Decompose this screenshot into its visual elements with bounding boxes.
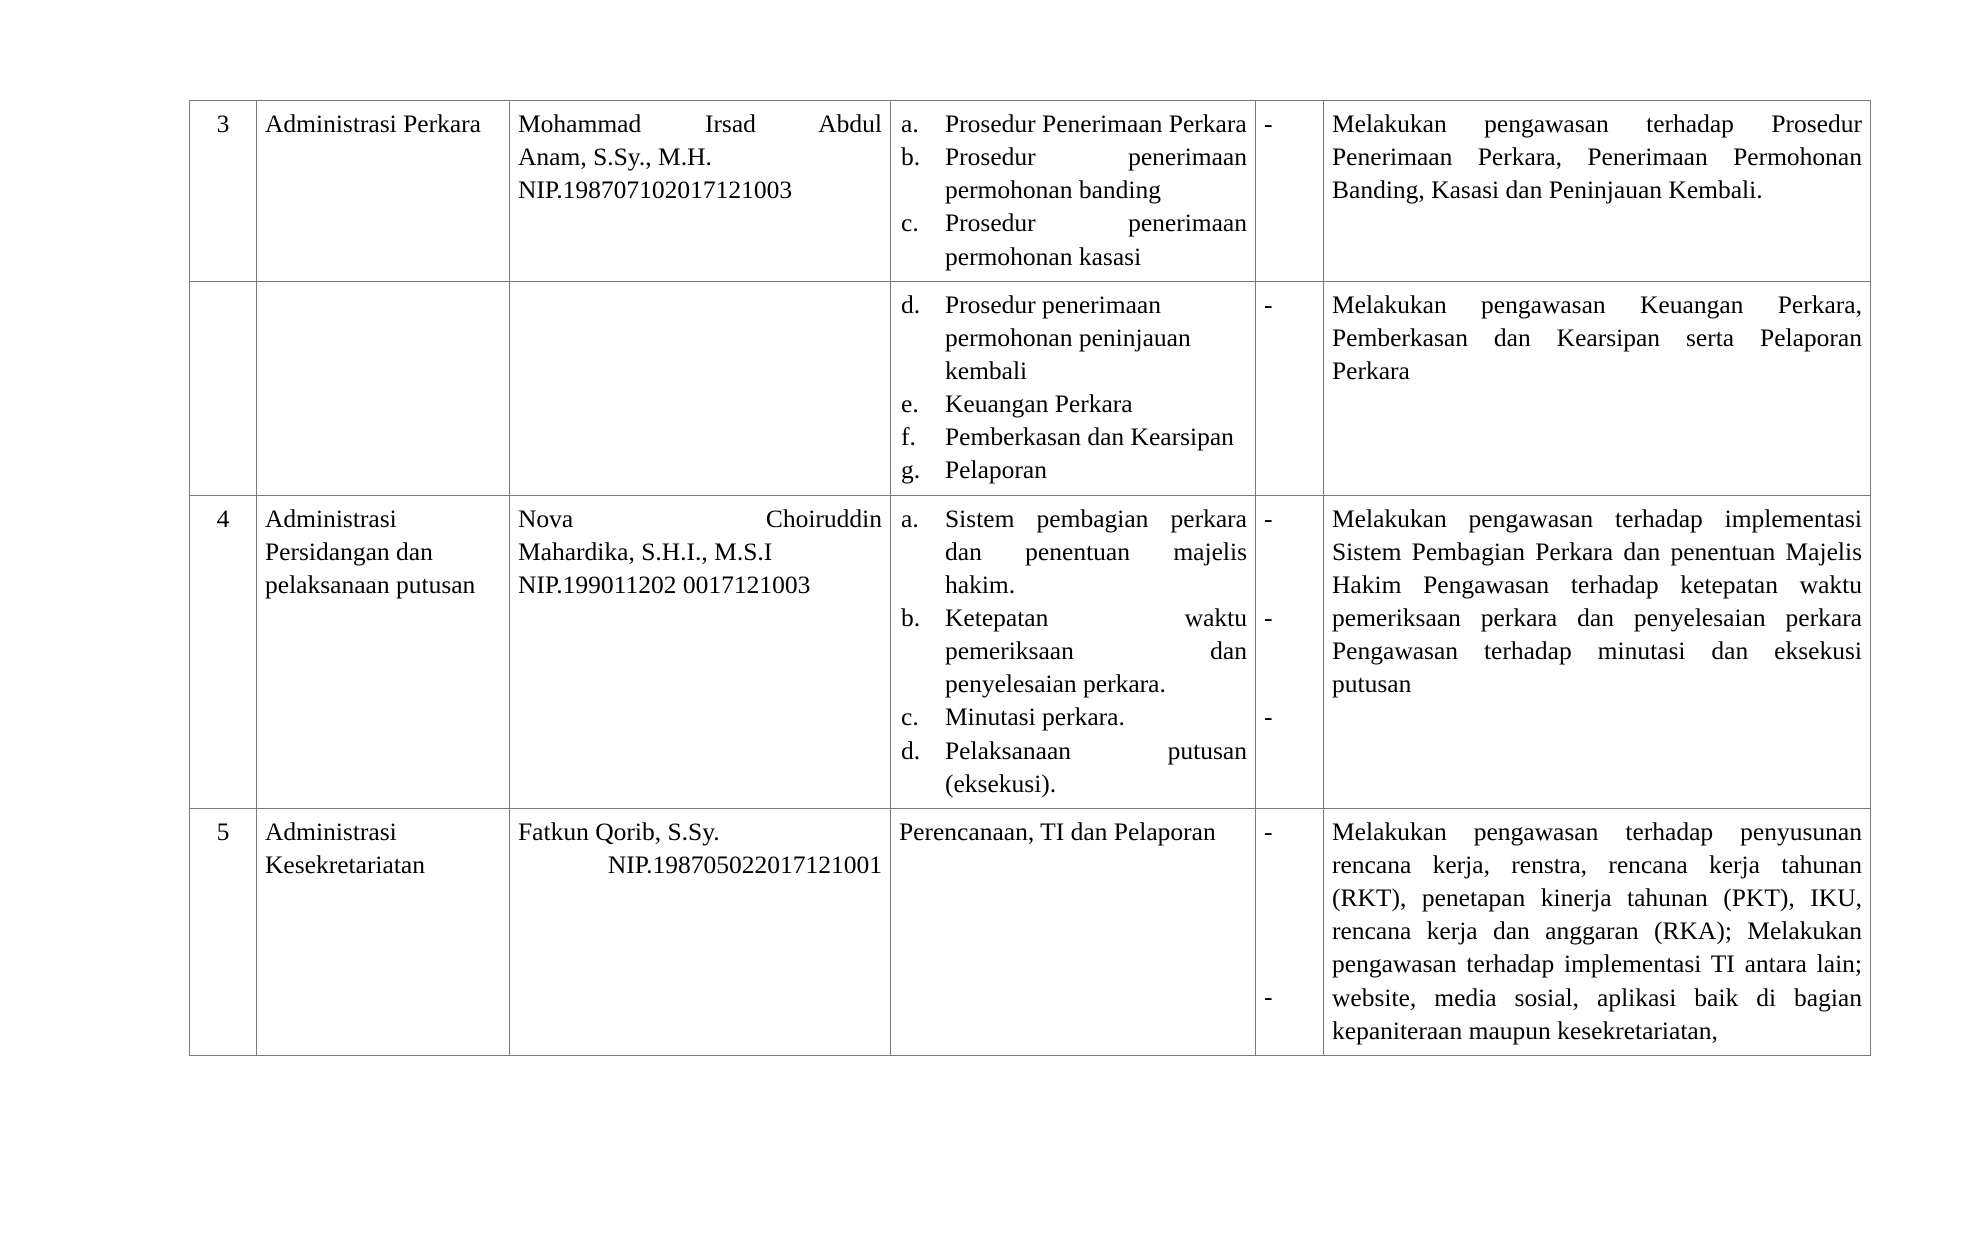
tugas-item: Pengawasan terhadap minutasi dan eksekusi putusan (1332, 636, 1862, 699)
cell-dash-markers (1256, 495, 1324, 808)
list-item (899, 700, 1247, 733)
cell-no (190, 281, 257, 495)
dash-spacer (1264, 848, 1315, 881)
bidang-line: Administrasi (265, 816, 397, 846)
list-marker: d. (901, 289, 921, 319)
tugas-line: Permohonan Banding, Kasasi dan (1332, 142, 1862, 205)
cell-tugas (1324, 101, 1871, 282)
list-text: Sistem pembagian perkara dan penentuan majelis hakim. (945, 503, 1247, 599)
cell-tugas (1324, 281, 1871, 495)
cell-nama (510, 495, 891, 808)
nip-line: NIP.198705022017121001 (607, 849, 882, 879)
dash-spacer (1264, 947, 1315, 980)
nama-line: Mahardika, S.H.I., M.S.I (518, 536, 773, 566)
tugas-line: Pelaporan Perkara (1332, 322, 1862, 385)
uraian-list (899, 502, 1247, 800)
list-marker: a. (901, 109, 919, 138)
uraian-list (899, 107, 1247, 273)
dash-marker: - (1264, 602, 1273, 632)
list-item (899, 420, 1247, 453)
cell-dash-marker: - (1256, 101, 1324, 282)
dash-spacer (1264, 667, 1315, 700)
tugas-item: Pengawasan terhadap ketepatan waktu pemeriksaan perkara dan penyelesaian perkara (1332, 569, 1862, 632)
dash-spacer (1264, 568, 1315, 601)
cell-bidang (257, 101, 510, 282)
list-marker: e. (901, 389, 919, 419)
cell-bidang (257, 808, 510, 1055)
dash-spacer (1264, 914, 1315, 947)
list-text: Minutasi perkara. (945, 702, 1125, 732)
nama-line: Anam, S.Sy., M.H. (518, 142, 712, 172)
list-marker: a. (901, 503, 919, 533)
cell-nama (510, 101, 891, 282)
list-marker: f. (901, 422, 916, 452)
dash-spacer (1264, 634, 1315, 667)
cell-no: 3 (190, 101, 257, 282)
cell-no: 4 (190, 495, 257, 808)
bidang-line: putusan (395, 569, 476, 599)
list-text: Prosedur penerimaan permohonan peninjauan kembali (945, 289, 1191, 385)
list-item (899, 453, 1247, 486)
list-text: Prosedur Penerimaan Perkara (945, 109, 1247, 138)
list-item (899, 734, 1247, 800)
cell-tugas (1324, 808, 1871, 1055)
dash-marker: - (1264, 503, 1273, 533)
nama-line: Nova Choiruddin (518, 503, 882, 533)
list-item (899, 206, 1247, 272)
list-marker: b. (901, 142, 921, 172)
list-text: Prosedur penerimaan permohonan kasasi (945, 208, 1247, 271)
bidang-line: Administrasi (265, 503, 397, 533)
list-marker: c. (901, 208, 919, 238)
dash-spacer (1264, 535, 1315, 568)
list-item (899, 288, 1247, 387)
nama-line: Fatkun Qorib, S.Sy. (518, 816, 720, 846)
tugas-item: Melakukan pengawasan terhadap implementasi Sistem Pembagian Perkara dan penentuan Majelis Hakim (1332, 503, 1862, 599)
dash-spacer (1264, 881, 1315, 914)
bidang-line: Kesekretariatan (265, 849, 425, 879)
nip-line: NIP.198707102017121003 (518, 175, 793, 205)
list-text: Pelaksanaan putusan (eksekusi). (945, 735, 1247, 798)
bidang-line: Administrasi (265, 109, 397, 138)
tugas-line: Peninjauan Kembali. (1548, 175, 1763, 205)
tugas-item: Melakukan pengawasan terhadap penyusunan rencana kerja, renstra, rencana kerja tahunan (RKT), penetapan kinerja tahunan (PKT), IKU, rencana kerja dan anggaran (RKA); (1332, 816, 1862, 946)
list-item (899, 107, 1247, 140)
list-marker: b. (901, 602, 921, 632)
nip-line: NIP.199011202 0017121003 (518, 569, 811, 599)
list-item (899, 387, 1247, 420)
cell-uraian (891, 808, 1256, 1055)
list-text: Pemberkasan dan Kearsipan (945, 422, 1234, 452)
cell-tugas (1324, 495, 1871, 808)
list-marker: d. (901, 735, 921, 765)
cell-no: 5 (190, 808, 257, 1055)
list-item (899, 502, 1247, 601)
list-text: Keuangan Perkara (945, 389, 1133, 419)
dash-marker: - (1264, 816, 1273, 846)
table-row (190, 495, 1871, 808)
list-item (899, 140, 1247, 206)
table-row (190, 101, 1871, 282)
dash-marker: - (1264, 701, 1273, 731)
list-text: Pelaporan (945, 455, 1047, 485)
cell-dash-markers (1256, 808, 1324, 1055)
uraian-list (899, 288, 1247, 487)
cell-nama (510, 808, 891, 1055)
list-marker: c. (901, 702, 919, 732)
uraian-line: Perencanaan, TI dan (899, 816, 1108, 846)
cell-bidang (257, 281, 510, 495)
supervision-table (189, 100, 1871, 1056)
table-row (190, 808, 1871, 1055)
dash-marker: - (1264, 981, 1273, 1011)
nama-line: Mohammad Irsad Abdul (518, 109, 882, 138)
bidang-line: pelaksanaan (265, 569, 390, 599)
list-item (899, 601, 1247, 700)
list-text: Ketepatan waktu pemeriksaan dan penyelesaian perkara. (945, 602, 1247, 699)
cell-nama (510, 281, 891, 495)
tugas-item: Melakukan pengawasan terhadap implementasi TI antara lain; website, media sosial, aplikasi baik di bagian kepaniteraan maupun kesekretariatan, (1332, 916, 1862, 1045)
table-row (190, 281, 1871, 495)
bidang-line: Persidangan dan (265, 536, 433, 566)
table-container (189, 100, 1870, 1056)
cell-dash-marker: - (1256, 281, 1324, 495)
cell-uraian (891, 101, 1256, 282)
uraian-line: Pelaporan (1113, 816, 1216, 846)
cell-bidang (257, 495, 510, 808)
cell-uraian (891, 281, 1256, 495)
tugas-line: Melakukan pengawasan Keuangan Perkara, Pemberkasan dan Kearsipan serta (1332, 289, 1862, 352)
tugas-line: Melakukan pengawasan terhadap Prosedur Penerimaan Perkara, Penerimaan (1332, 109, 1862, 172)
list-marker: g. (901, 455, 921, 485)
list-text: Prosedur penerimaan permohonan banding (945, 142, 1247, 205)
cell-uraian (891, 495, 1256, 808)
bidang-line: Perkara (403, 109, 481, 138)
